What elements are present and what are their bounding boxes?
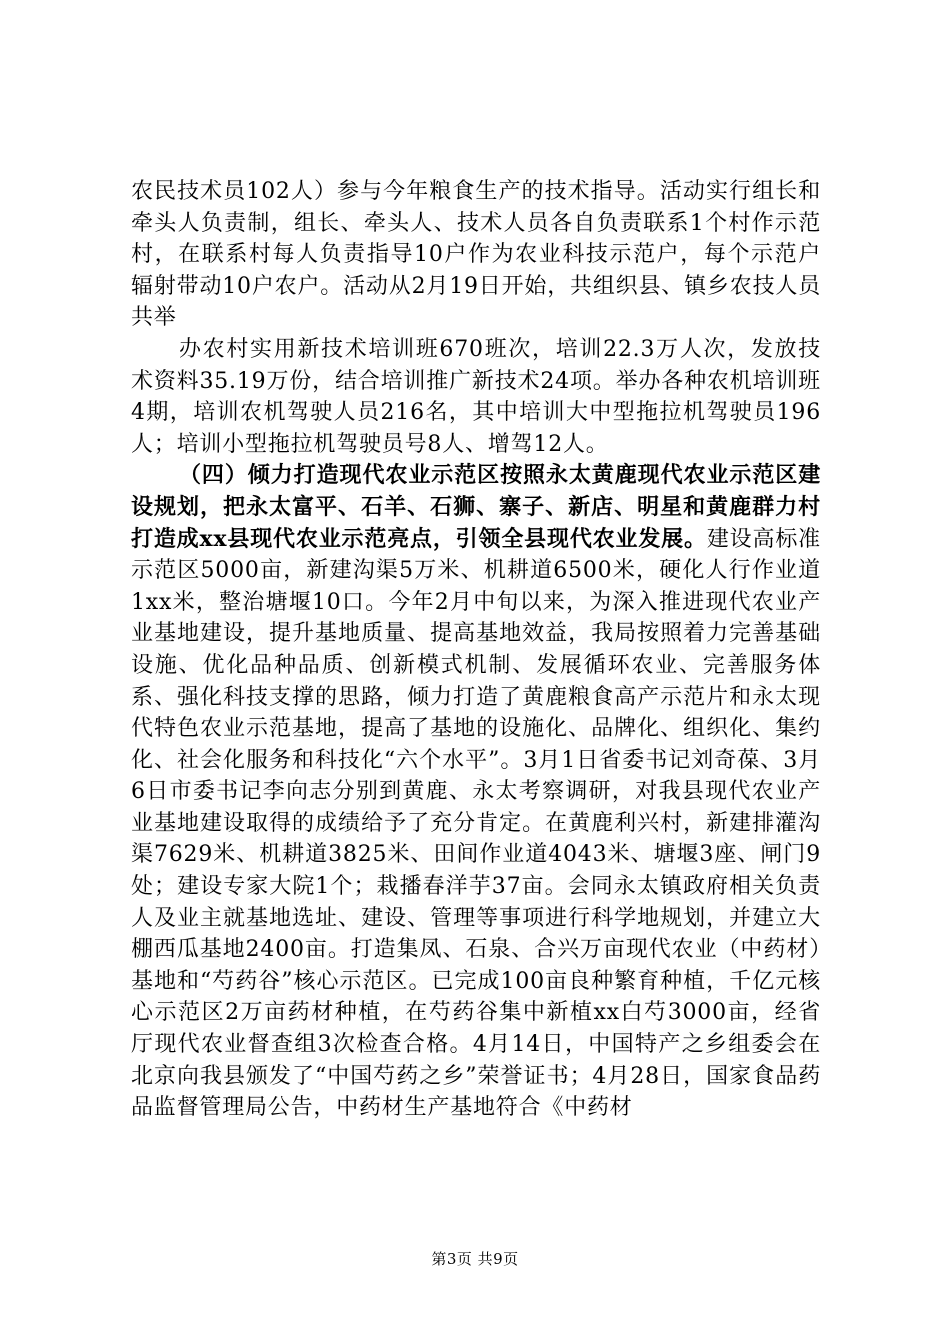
section-heading: （四）倾力打造现代农业示范区按照永太黄鹿现代农业示范区建设规划，把永太富平、石羊、石狮、寨子、新店、明星和黄鹿群力村打造成xx县现代农业示范亮点，引领全县现代农业发展。 bbox=[131, 462, 821, 552]
document-body bbox=[131, 176, 821, 1124]
paragraph-demonstration-zone bbox=[131, 460, 821, 1123]
paragraph-continuation: 农民技术员102人）参与今年粮食生产的技术指导。活动实行组长和牵头人负责制，组长、牵头人、技术人员各自负责联系1个村作示范村，在联系村每人负责指导10户作为农业科技示范户，每个示范户辐射带动10户农户。活动从2月19日开始，共组织县、镇乡农技人员共举 bbox=[131, 179, 821, 331]
page-footer: 第3页 共9页 bbox=[431, 1250, 519, 1268]
section-body: 建设高标准示范区5000亩，新建沟渠5万米、机耕道6500米，硬化人行作业道1xx米，整治塘堰10口。今年2月中旬以来，为深入推进现代农业产业基地建设，提升基地质量、提高基地效益，我局按照着力完善基础设施、优化品种品质、创新模式机制、发展循环农业、完善服务体系、强化科技支撑的思路，倾力打造了黄鹿粮食高产示范片和永太现代特色农业示范基地，提高了基地的设施化、品牌化、组织化、集约化、社会化服务和科技化“六个水平”。3月1日省委书记刘奇葆、3月6日市委书记李向志分别到黄鹿、永太考察调研，对我县现代农业产业基地建设取得的成绩给予了充分肯定。在黄鹿利兴村，新建排灌沟渠7629米、机耕道3825米、田间作业道4043米、塘堰3座、闸门9处；建设专家大院1个；栽播春洋芋37亩。会同永太镇政府相关负责人及业主就基地选址、建设、管理等事项进行科学地规划，并建立大棚西瓜基地2400亩。打造集凤、石泉、合兴万亩现代农业（中药材）基地和“芍药谷”核心示范区。已完成100亩良种繁育种植，千亿元核心示范区2万亩药材种植，在芍药谷集中新植xx白芍3000亩，经省厅现代农业督查组3次检查合格。4月14日，中国特产之乡组委会在北京向我县颁发了“中国芍药之乡”荣誉证书；4月28日，国家食品药品监督管理局公告，中药材生产基地符合《中药材 bbox=[131, 526, 821, 1121]
paragraph-training: 办农村实用新技术培训班670班次，培训22.3万人次，发放技术资料35.19万份，结合培训推广新技术24项。举办各种农机培训班4期，培训农机驾驶人员216名，其中培训大中型拖拉机驾驶员196人；培训小型拖拉机驾驶员号8人、增驾12人。 bbox=[131, 336, 821, 457]
